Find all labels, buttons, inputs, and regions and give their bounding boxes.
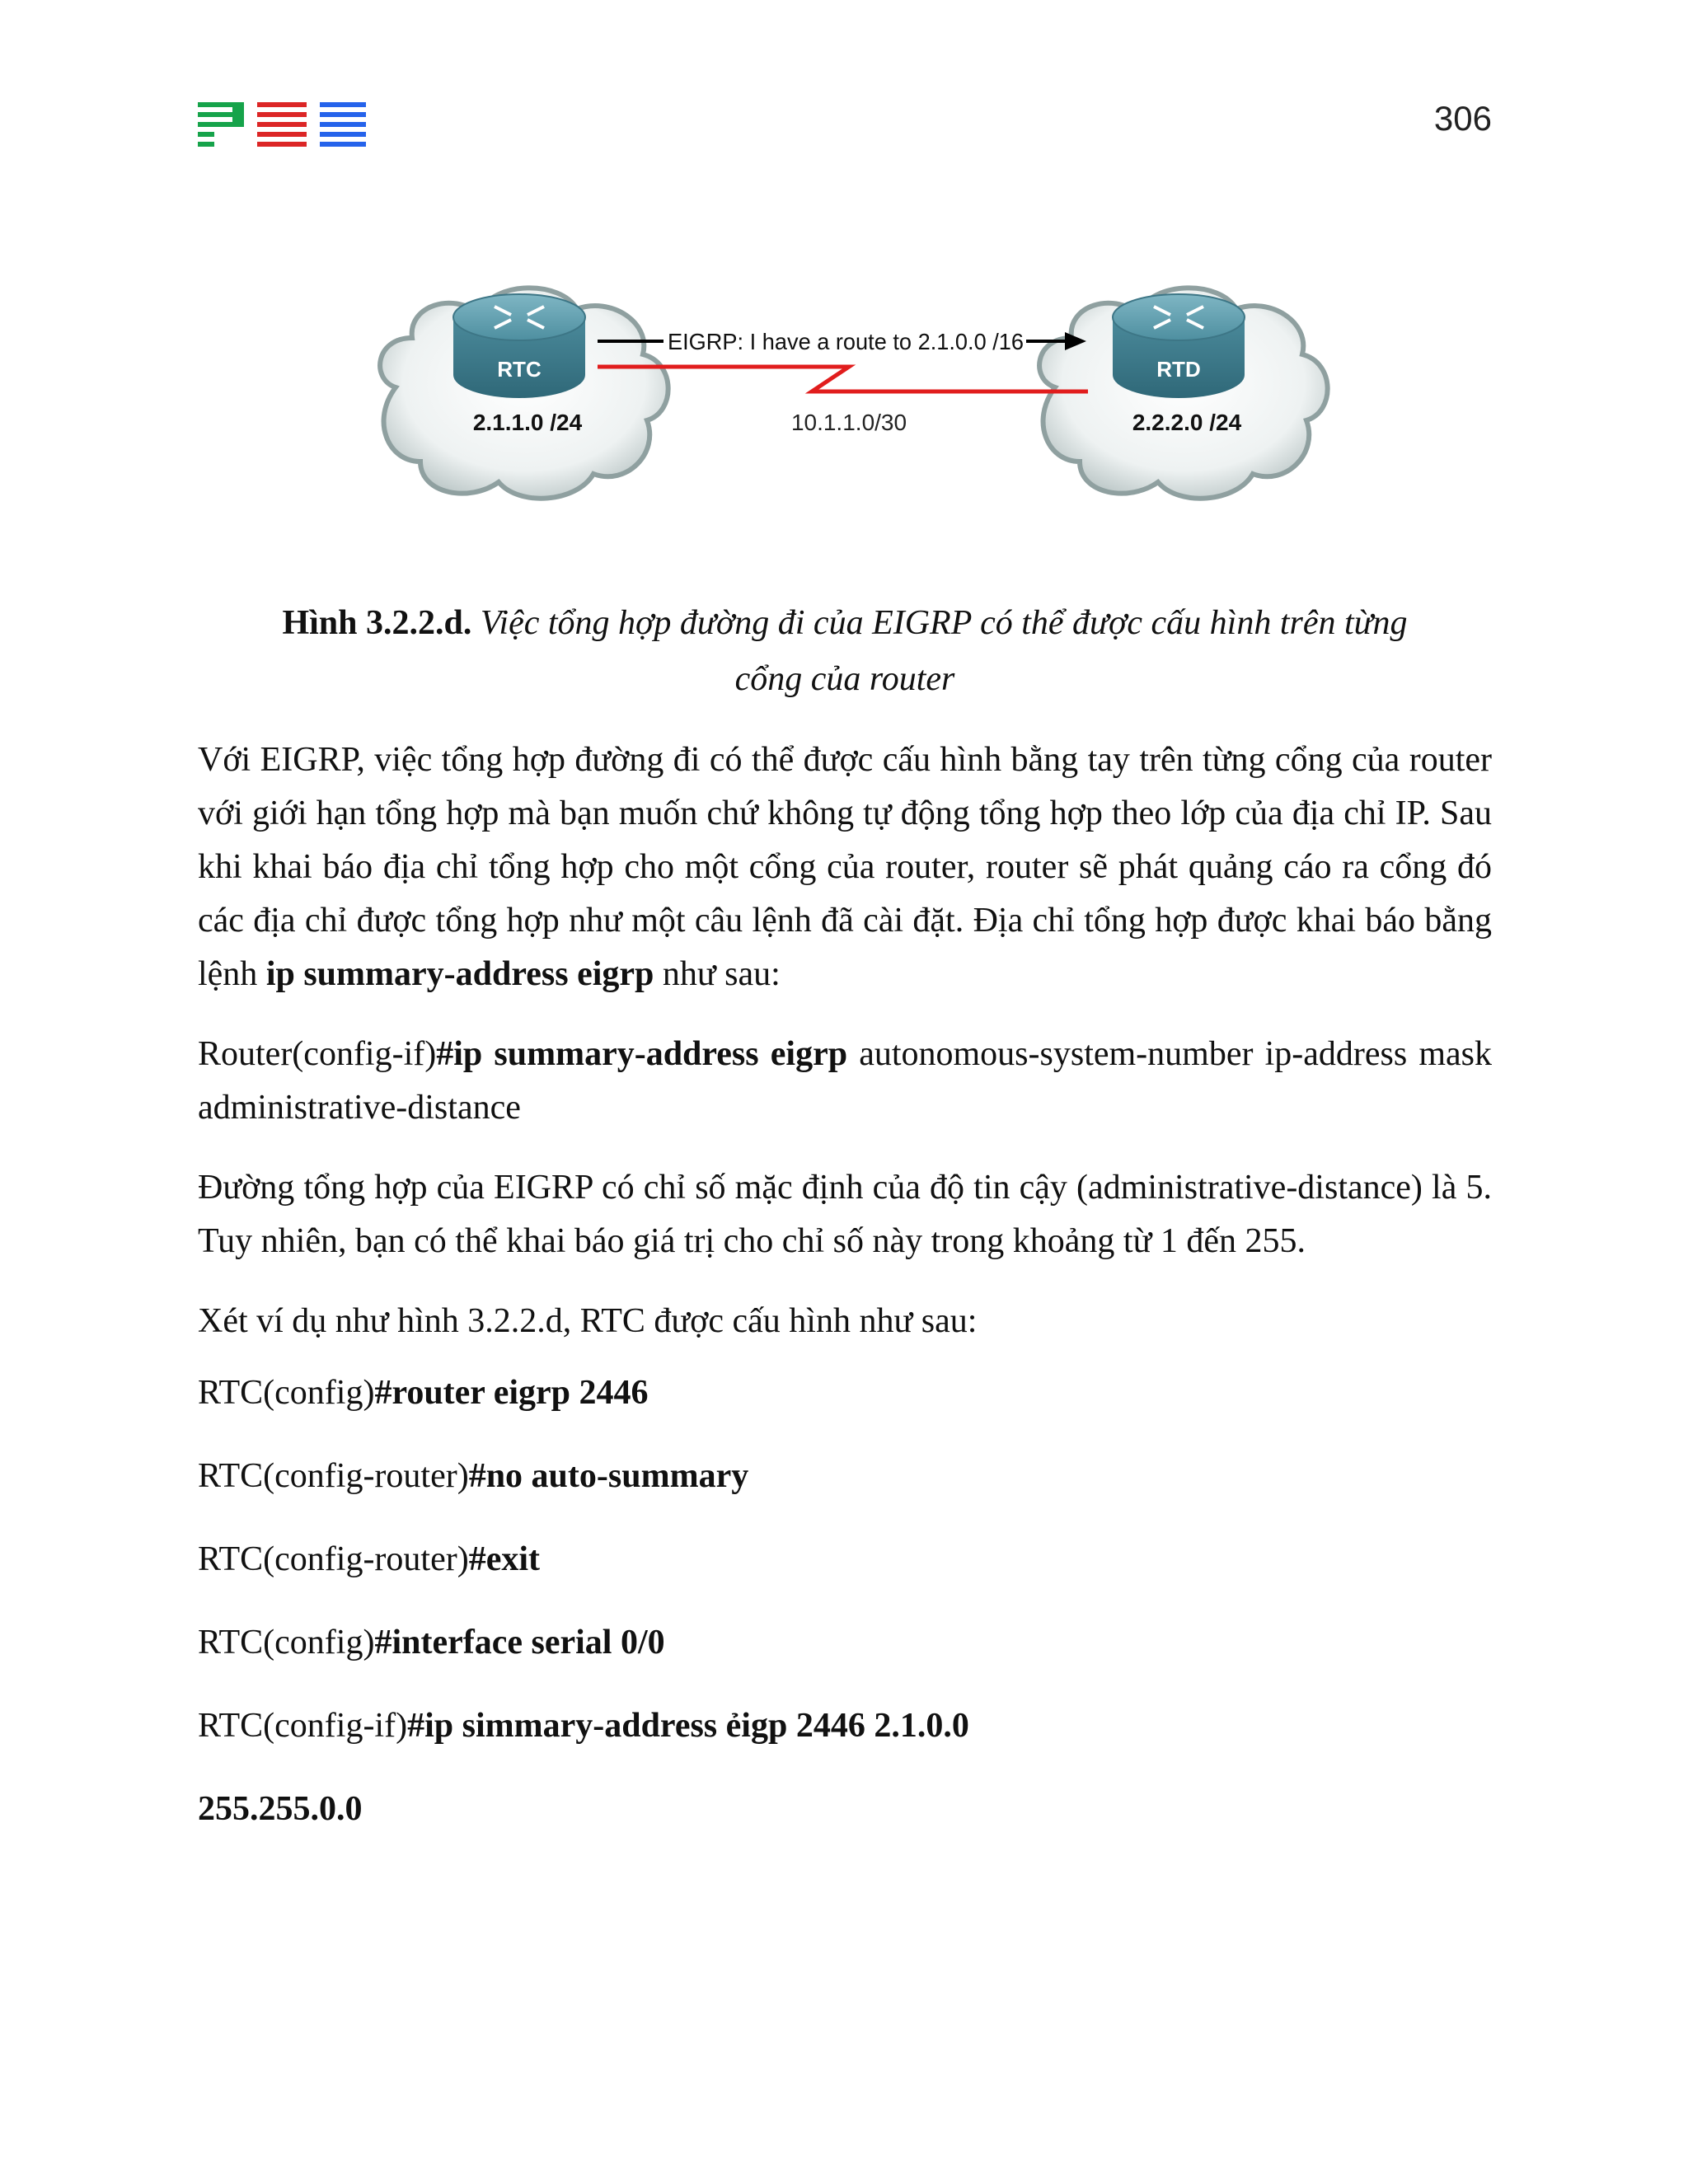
caption-text-line2: cổng của router xyxy=(734,660,955,698)
router-label-rtc: RTC xyxy=(497,357,542,382)
command-line xyxy=(198,1601,1492,1685)
command-prompt: RTC(config-if) xyxy=(198,1707,408,1745)
network-label-right: 2.2.2.0 /24 xyxy=(1132,410,1242,435)
advert-label: EIGRP: I have a route to 2.1.0.0 /16 xyxy=(668,329,1024,354)
syntax-params: autonomous-system-number ip-address mask administrative-distance xyxy=(198,1035,1492,1127)
command-continuation xyxy=(198,1768,1492,1851)
paragraph-intro-command: ip summary-address eigrp xyxy=(265,955,654,993)
network-diagram xyxy=(363,272,1335,511)
paragraph-intro-text: Với EIGRP, việc tổng hợp đường đi có thể được cấu hình bằng tay trên từng cổng của router với giới hạn tổng hợp mà bạn muốn chứ không tự động tổng hợp theo lớp của địa chỉ IP. Sau khi khai báo địa chỉ tổng hợp cho một cổng của router, router sẽ phát quảng cáo ra cổng đó các địa chỉ được tổng hợp như một câu lệnh đã cài đặt. Địa chỉ tổng hợp được khai báo bằng lệnh xyxy=(198,741,1492,993)
link-label: 10.1.1.0/30 xyxy=(790,410,907,435)
command-line xyxy=(198,1685,1492,1768)
page-number: 306 xyxy=(1433,99,1492,138)
paragraph-syntax xyxy=(198,1028,1492,1135)
paragraph-intro xyxy=(198,733,1492,1001)
command-text: #no auto-summary xyxy=(468,1457,749,1495)
caption-label: Hình 3.2.2.d. xyxy=(282,604,472,642)
syntax-command: #ip summary-address eigrp xyxy=(436,1035,848,1073)
syntax-prompt: Router(config-if) xyxy=(198,1035,437,1073)
router-label-rtd: RTD xyxy=(1156,357,1201,382)
pnh-logo xyxy=(198,101,367,148)
serial-link xyxy=(598,367,1088,391)
command-list xyxy=(198,1352,1492,1851)
router-rtc xyxy=(453,294,585,398)
command-mask: 255.255.0.0 xyxy=(198,1790,363,1828)
command-prompt: RTC(config-router) xyxy=(198,1540,469,1578)
command-line xyxy=(198,1352,1492,1435)
command-prompt: RTC(config) xyxy=(198,1374,375,1412)
command-prompt: RTC(config-router) xyxy=(198,1457,469,1495)
command-line xyxy=(198,1518,1492,1601)
body-text xyxy=(198,733,1492,1851)
paragraph-example-intro: Xét ví dụ như hình 3.2.2.d, RTC được cấu hình như sau: xyxy=(198,1302,978,1340)
command-line xyxy=(198,1435,1492,1518)
paragraph-distance: Đường tổng hợp của EIGRP có chỉ số mặc định của độ tin cậy (administrative-distance) là 5. Tuy nhiên, bạn có thể khai báo giá trị cho chỉ số này trong khoảng từ 1 đến 255. xyxy=(198,1169,1492,1260)
command-text: #interface serial 0/0 xyxy=(374,1624,665,1661)
network-label-left: 2.1.1.0 /24 xyxy=(472,410,583,435)
paragraph-intro-end: như sau: xyxy=(654,955,781,993)
command-text: #router eigrp 2446 xyxy=(374,1374,649,1412)
page-header xyxy=(198,97,1492,155)
command-text: #ip simmary-address ẻigp 2446 2.1.0.0 xyxy=(407,1707,969,1745)
command-prompt: RTC(config) xyxy=(198,1624,375,1661)
caption-text-line1: Việc tổng hợp đường đi của EIGRP có thể được cấu hình trên từng xyxy=(480,604,1408,642)
figure-caption xyxy=(198,595,1492,707)
router-rtd xyxy=(1113,294,1245,398)
command-text: #exit xyxy=(468,1540,540,1578)
